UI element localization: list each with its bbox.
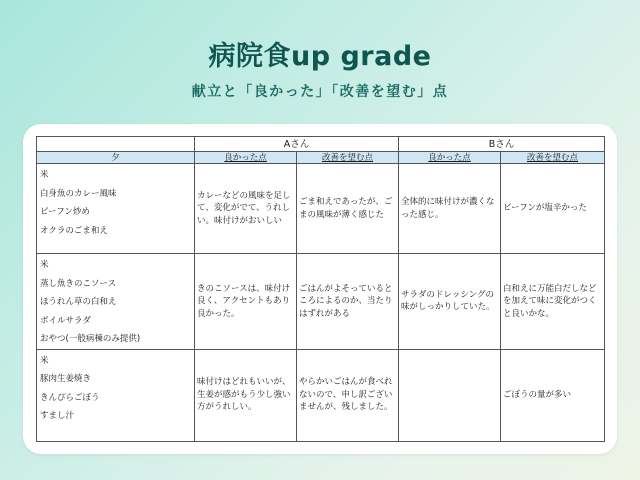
- menu-item: 米: [40, 260, 49, 270]
- a-good-cell: 味付けはどれもいいが、生姜が感がもう少し強い方がうれしい。: [195, 349, 297, 441]
- col-good-b: [399, 152, 501, 164]
- a-improve-cell: ごはんがよそっているところによるのか、当たりはずれがある: [297, 254, 399, 350]
- b-improve-cell: ごぼうの量が多い: [501, 349, 605, 441]
- a-good-cell: きのこソースは、味付け良く、アクセントもあり良かった。: [195, 254, 297, 350]
- group-b-header: Bさん: [399, 137, 605, 152]
- menu-item: ほうれん草の白和え: [40, 297, 117, 307]
- menu-item: きんぴらごぼう: [40, 392, 100, 403]
- page-subtitle: 献立と「良かった」「改善を望む」点: [191, 84, 449, 100]
- menu-cell: [37, 164, 195, 254]
- header-row-columns: [37, 152, 605, 164]
- col-improve-a-label: 改善を望む点: [321, 152, 373, 163]
- col-good-a-label: 良かった点: [224, 152, 267, 163]
- header-blank: [37, 137, 195, 152]
- col-improve-a: [297, 152, 399, 164]
- b-good-cell: 全体的に味付けが濃くなった感じ。: [399, 164, 501, 254]
- a-improve-cell: ごま和えであったが、ごまの風味が薄く感じた: [297, 164, 399, 254]
- table-row: [37, 164, 605, 254]
- menu-item: オクラのごま和え: [40, 225, 108, 236]
- col-good-a: [195, 152, 297, 164]
- menu-item: 豚肉生姜焼き: [40, 374, 92, 384]
- menu-item: 米: [40, 170, 49, 180]
- b-good-cell: [399, 349, 501, 441]
- page-title: 病院食up grade: [208, 41, 432, 72]
- col-good-b-label: 良かった点: [428, 152, 471, 163]
- feedback-table: [36, 136, 605, 442]
- a-good-cell: カレーなどの風味を足して、変化がでて、うれしい。味付けがおいしい: [195, 164, 297, 254]
- menu-cell: [37, 254, 195, 350]
- b-improve-cell: ビーフンが塩辛かった: [501, 164, 605, 254]
- menu-item: おやつ(一般病棟のみ提供): [40, 334, 141, 344]
- meal-header: 夕: [37, 152, 195, 164]
- menu-item: すまし汁: [40, 411, 75, 421]
- menu-item: ボイルサラダ: [40, 315, 91, 326]
- menu-item: 米: [40, 355, 49, 366]
- table-row: [37, 254, 605, 350]
- header-row-groups: [37, 137, 605, 152]
- menu-item: 蒸し魚きのこソース: [40, 278, 117, 289]
- menu-item: ビーフン炒め: [40, 207, 90, 217]
- table-row: [37, 349, 605, 441]
- group-a-header: Aさん: [195, 137, 399, 152]
- menu-cell: [37, 349, 195, 441]
- b-improve-cell: 白和えに万能白だしなどを加えて味に変化がつくと良いかな。: [501, 254, 605, 350]
- col-improve-b: [501, 152, 605, 164]
- a-improve-cell: やらかいごはんが食べれないので、申し訳ございませんが、残しました。: [297, 349, 399, 441]
- menu-item: 白身魚のカレー風味: [40, 188, 117, 199]
- table-card: [23, 124, 617, 454]
- col-improve-b-label: 改善を望む点: [526, 152, 578, 163]
- b-good-cell: サラダのドレッシングの味がしっかりしていた。: [399, 254, 501, 350]
